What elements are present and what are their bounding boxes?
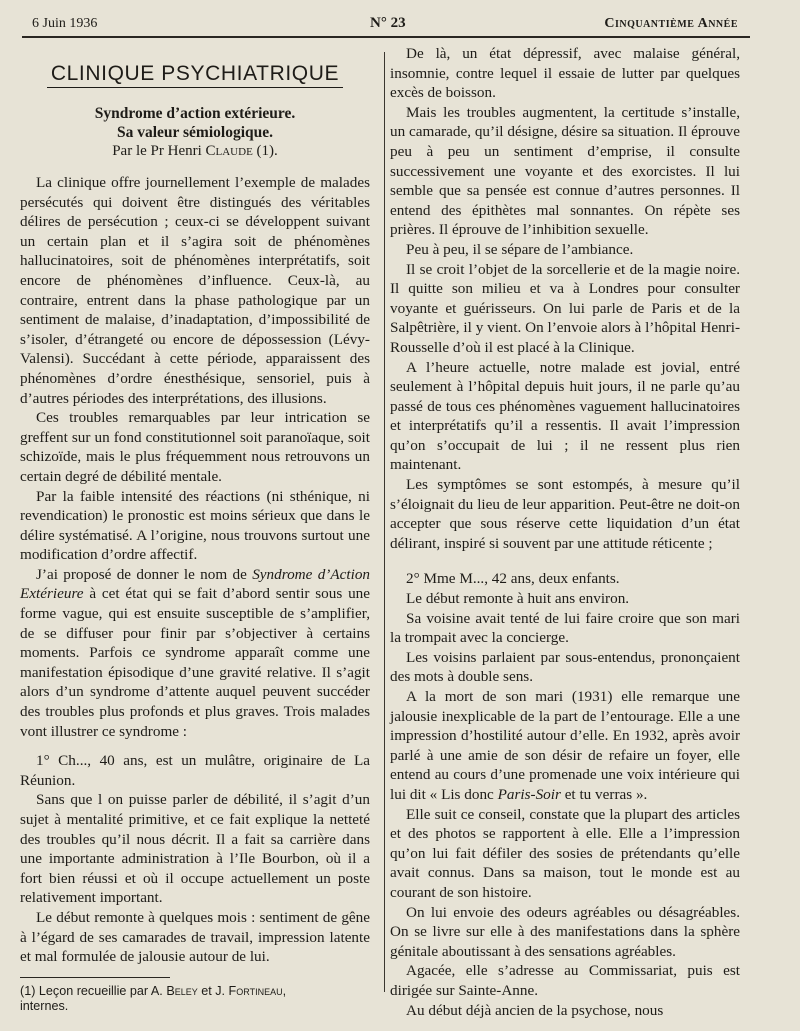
page-header (18, 14, 782, 36)
case-heading-1: 1° Ch..., 40 ans, est un mulâtre, originaire de La Réunion. (20, 752, 370, 789)
footnote: (1) Leçon recueillie par A. Beley et J. Fortineau, internes. (20, 983, 287, 1013)
paragraph: Par la faible intensité des réactions (ni sthénique, ni revendication) le pronostic est moins sérieux que dans le délire systématisé. A l’origine, nous trouvons surtout une modification d’ordre affectif. (20, 487, 370, 564)
paragraph: Elle suit ce conseil, constate que la plupart des articles et des photos se rapportent à elle. Elle a l’impression qu’on lui fait défiler des sosies de prétendants qu’elle avait connus. Dans sa maison, tout le monde est au courant de son histoire. (390, 805, 740, 901)
article-title-line-1: Syndrome d’action extérieure. (94, 105, 296, 122)
column-divider (384, 52, 385, 992)
left-column (20, 44, 370, 1014)
paragraph: Agacée, elle s’adresse au Commissariat, puis est dirigée sur Sainte-Anne. (390, 962, 740, 999)
header-rule (22, 36, 750, 38)
right-column (390, 44, 740, 1020)
case-heading-2: 2° Mme M..., 42 ans, deux enfants. (406, 570, 620, 588)
section-title: CLINIQUE PSYCHIATRIQUE (20, 62, 370, 86)
header-date: 6 Juin 1936 (32, 16, 98, 31)
paragraph: Il se croit l’objet de la sorcellerie et de la magie noire. Il quitte son milieu et va à Londres pour consulter voyante et guérisseurs. On lui parle de Paris et de la Salpêtrière, il y vient. On l’envoie alors à l’hôpital Henri-Rousselle d’où il est placé à la Clinique. (390, 260, 740, 356)
article-author: Par le Pr Henri Claude (1). (112, 143, 278, 159)
paragraph: A l’heure actuelle, notre malade est jovial, entré seulement à l’hôpital depuis huit jours, il ne parle qu’au passé de tous ces phénomènes vaguement hallucinatoires et interprétatifs qu’il a ressentis. Il avait l’impression qu’on s’occupait de lui ; il ne ressent plus rien maintenant. (390, 358, 740, 474)
paragraph: Peu à peu, il se sépare de l’ambiance. (406, 240, 634, 258)
paragraph: A la mort de son mari (1931) elle remarque une jalousie inexplicable de la part de l’entourage. Elle a une impression d’hostilité autour d’elle. En 1932, après avoir parlé à une amie de son désir de refaire un foyer, elle entend au cours d’une promenade une voix intérieure qui lui dit « Lis donc Paris-Soir et tu verras ». (390, 688, 740, 803)
paragraph: La clinique offre journellement l’exemple de malades persécutés qui doivent être distingués des véritables délires de persécution ; ceux-ci se développent suivant un certain plan et il s’agira soit de phénomènes hallucinatoires, soit de phénomènes interprétatifs, soit encore de phénomènes d’influence. Ceux-là, au contraire, entrent dans la phase pathologique par un sentiment de malaise, d’inadaptation, d’impossibilité de s’isoler, d’étrangeté ou encore de dépossession (Lévy-Valensi). Succédant à cette période, apparaissent des phénomènes d’ordre énesthésique, sensoriel, puis à d’autres périodes des interprétations, des illusions. (20, 174, 370, 407)
paragraph: J’ai proposé de donner le nom de Syndrome d’Action Extérieure à cet état qui se fait d’abord sentir sous une forme vague, qui est ensuite susceptible de s’amplifier, de se diffuser pour finir par s’objectiver à certains moments. Parfois ce syndrome apparaît comme une manifestation épisodique d’une gravité relative. Il s’agit alors d’un syndrome d’attente auquel peuvent succéder des troubles plus profonds et plus graves. Trois malades vont illustrer ce syndrome : (20, 565, 371, 740)
paragraph: Ces troubles remarquables par leur intrication se greffent sur un fond constitutionnel soit paranoïaque, soit schizoïde, mais le plus fréquemment nous retrouvons un certain degré de débilité mentale. (20, 409, 370, 485)
paragraph: Le début remonte à huit ans environ. (406, 590, 630, 608)
paragraph: De là, un état dépressif, avec malaise général, insomnie, contre lequel il essaie de lutter par quelques excès de boisson. (390, 45, 740, 102)
paragraph: Les symptômes se sont estompés, à mesure qu’il s’éloignait du lieu de leur apparition. Peut-être ne doit-on accepter que sous réserve cette liquidation d’un état délirant, inspiré si souvent par une attitude réticente ; (390, 476, 740, 552)
footnote-rule (20, 977, 170, 978)
paragraph: Au début déjà ancien de la psychose, nous (406, 1001, 664, 1019)
header-issue-number: N° 23 (370, 15, 406, 31)
paragraph: On lui envoie des odeurs agréables ou désagréables. On se livre sur elle à des manifestations dans la sphère génitale aboutissant à des sensations agréables. (390, 903, 740, 960)
paragraph: Sa voisine avait tenté de lui faire croire que son mari la trompait avec la concierge. (390, 609, 740, 647)
paragraph: Mais les troubles augmentent, la certitude s’installe, un camarade, qu’il désigne, désire sa situation. Il éprouve peu à peu un sentiment d’emprise, il consulte successivement une voyante et des exorcistes. Il lui semble que sa pensée est connue d’autres personnes. Il entend des épithètes mal sonnantes. On répète ses prières. Il éprouve de l’inhibition sexuelle. (390, 103, 740, 239)
paragraph: Sans que l on puisse parler de débilité, il s’agit d’un sujet à mentalité primitive, et ce fait explique la netteté des troubles qu’il nous décrit. Il a fait sa carrière dans une importante administration à l’Ile Bourbon, où il a fort bien réussi et où il occupe actuellement un poste relativement important. (20, 791, 370, 907)
article-title-line-2: Sa valeur sémiologique. (116, 124, 273, 141)
paragraph: Les voisins parlaient par sous-entendus, prononçaient des mots à double sens. (390, 648, 740, 686)
header-year: Cinquantième Année (604, 16, 738, 31)
paragraph: Le début remonte à quelques mois : sentiment de gêne à l’égard de ses camarades de travail, impression latente et mal formulée de jalousie autour de lui. (20, 908, 370, 966)
